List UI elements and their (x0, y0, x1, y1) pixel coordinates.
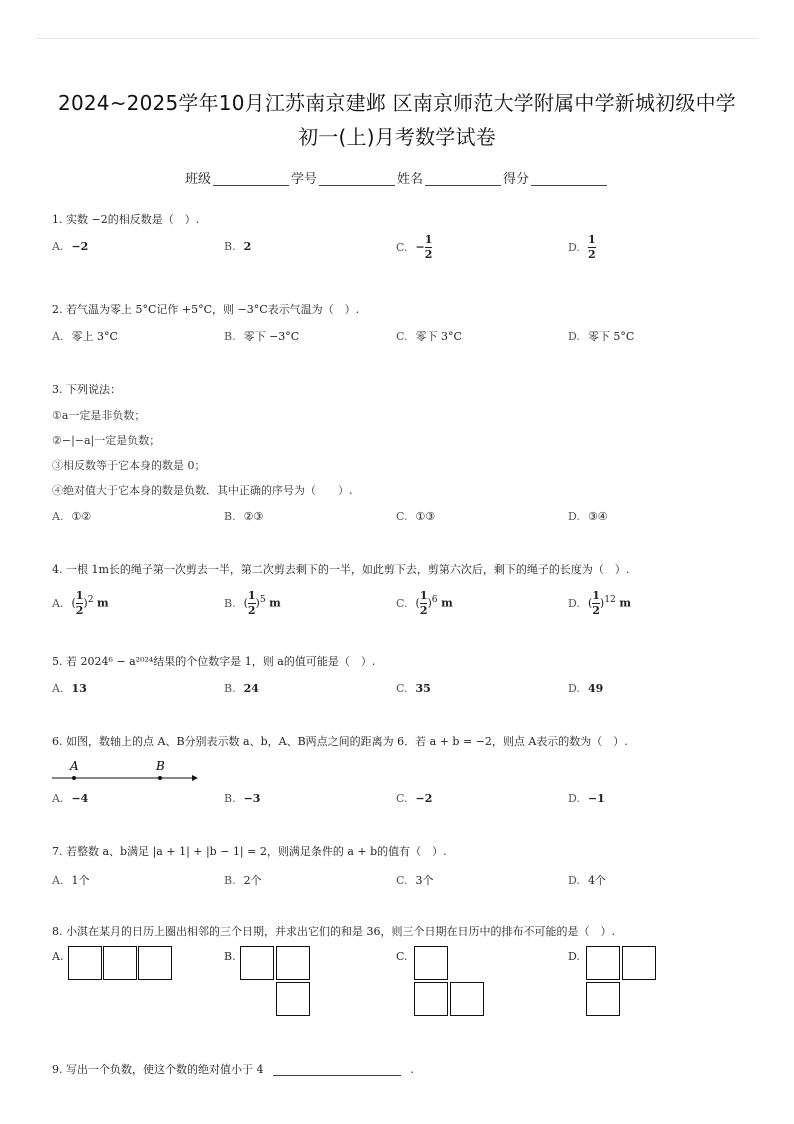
question-8 (52, 924, 615, 940)
field-score-label: 得分 (503, 172, 530, 187)
question-text: 若 2024⁶ − a²⁰²⁴结果的个位数字是 1，则 a的值可能是（ ）. (66, 655, 376, 668)
field-score-blank[interactable] (531, 171, 607, 186)
option-b[interactable]: B. 零下 −3°C (224, 330, 300, 343)
option-a[interactable]: A. −4 (52, 792, 89, 805)
option-a[interactable]: A. 1个 (52, 874, 90, 887)
option-a[interactable]: A. 13 (52, 682, 87, 695)
arrow-right-icon (192, 775, 198, 781)
option-b[interactable]: B. ②③ (224, 510, 264, 523)
field-name-label: 姓名 (397, 172, 424, 187)
question-text: 下列说法： (66, 383, 121, 396)
calendar-cell (240, 946, 274, 980)
option-d[interactable]: D. ③④ (568, 510, 608, 523)
fraction: $\frac{1}{2}$ (424, 233, 433, 261)
question-4 (52, 562, 629, 578)
question-number: 5. (52, 655, 63, 668)
calendar-cell (276, 982, 310, 1016)
option-c[interactable]: C. − $\frac{1}{2}$ (396, 233, 433, 261)
option-a[interactable]: A. −2 (52, 240, 89, 253)
field-name-blank[interactable] (425, 171, 501, 186)
option-d[interactable]: D. 零下 5°C (568, 330, 635, 343)
statement-4: ④绝对值大于它本身的数是负数．其中正确的序号为（ ）. (52, 484, 353, 497)
option-a[interactable]: A. ( $\frac{1}{2}$ )$^2$ m (52, 589, 109, 617)
field-class-label: 班级 (184, 172, 211, 187)
question-number: 8. (52, 925, 63, 938)
question-3 (52, 382, 121, 398)
exam-title (30, 86, 764, 154)
option-c[interactable]: C. 3个 (396, 874, 434, 887)
option-c[interactable]: C. 35 (396, 682, 431, 695)
calendar-cell (414, 982, 448, 1016)
question-9 (52, 1062, 414, 1078)
question-text: 若气温为零上 5°C记作 +5°C，则 −3°C表示气温为（ ）. (66, 303, 360, 316)
calendar-cell (586, 982, 620, 1016)
calendar-cell (622, 946, 656, 980)
point-a-dot (72, 776, 76, 780)
question-5 (52, 654, 375, 670)
question-6 (52, 734, 628, 750)
header-divider (36, 38, 758, 39)
question-number: 1. (52, 213, 63, 226)
calendar-cell (138, 946, 172, 980)
option-b[interactable]: B. −3 (224, 792, 261, 805)
option-a[interactable]: A. ①② (52, 510, 92, 523)
point-b-dot (158, 776, 162, 780)
question-number: 9. (52, 1063, 63, 1076)
calendar-cell (450, 982, 484, 1016)
statement-2: ②−|−a|一定是负数； (52, 434, 161, 447)
option-a-label[interactable]: A. (52, 950, 64, 963)
exam-title-line2: 初一(上)月考数学试卷 (298, 125, 496, 149)
option-c-label[interactable]: C. (396, 950, 408, 963)
calendar-cell (414, 946, 448, 980)
option-d[interactable]: D. ( $\frac{1}{2}$ )$^{12}$ m (568, 589, 631, 617)
calendar-cell (586, 946, 620, 980)
question-number: 4. (52, 563, 63, 576)
calendar-cell (276, 946, 310, 980)
point-b-label: B (156, 760, 165, 773)
option-d-label[interactable]: D. (568, 950, 580, 963)
option-d[interactable]: D. 49 (568, 682, 604, 695)
question-2 (52, 302, 359, 318)
number-line-figure (52, 760, 212, 790)
option-d[interactable]: D. $\frac{1}{2}$ (568, 233, 596, 261)
option-c[interactable]: C. ①③ (396, 510, 436, 523)
option-b[interactable]: B. 24 (224, 682, 259, 695)
statement-1: ①a一定是非负数； (52, 409, 146, 422)
calendar-cell (103, 946, 137, 980)
option-d[interactable]: D. 4个 (568, 874, 606, 887)
question-1 (52, 212, 199, 228)
option-d[interactable]: D. −1 (568, 792, 605, 805)
question-text: 写出一个负数，使这个数的绝对值小于 4 (66, 1063, 264, 1076)
student-info-fields (0, 168, 794, 187)
option-c[interactable]: C. ( $\frac{1}{2}$ )$^6$ m (396, 589, 453, 617)
question-number: 6. (52, 735, 63, 748)
question-text: 若整数 a、b满足 |a + 1| + |b − 1| = 2，则满足条件的 a + b的值有（ ）. (66, 845, 447, 858)
question-7 (52, 844, 447, 860)
question-text: 实数 −2的相反数是（ ）. (66, 213, 200, 226)
question-tail: . (410, 1063, 414, 1076)
option-b-label[interactable]: B. (224, 950, 236, 963)
fraction: $\frac{1}{2}$ (587, 233, 596, 261)
exam-title-line1: 2024~2025学年10月江苏南京建邺 区南京师范大学附属中学新城初级中学 (58, 91, 736, 115)
answer-blank[interactable] (273, 1063, 401, 1076)
field-id-blank[interactable] (319, 171, 395, 186)
question-number: 3. (52, 383, 63, 396)
statement-3: ③相反数等于它本身的数是 0； (52, 459, 206, 472)
option-c[interactable]: C. −2 (396, 792, 433, 805)
option-b[interactable]: B. ( $\frac{1}{2}$ )$^5$ m (224, 589, 281, 617)
question-text: 小淇在某月的日历上圈出相邻的三个日期，并求出它们的和是 36，则三个日期在日历中的排布不可能的是（ ）. (66, 925, 615, 938)
option-b[interactable]: B. 2个 (224, 874, 262, 887)
point-a-label: A (70, 760, 79, 773)
question-text: 一根 1m长的绳子第一次剪去一半，第二次剪去剩下的一半，如此剪下去，剪第六次后，剩下的绳子的长度为（ ）. (66, 563, 630, 576)
question-text: 如图，数轴上的点 A、B分别表示数 a、b，A、B两点之间的距离为 6．若 a + b = −2，则点 A表示的数为（ ）. (66, 735, 628, 748)
question-number: 7. (52, 845, 63, 858)
option-c[interactable]: C. 零下 3°C (396, 330, 462, 343)
calendar-cell (68, 946, 102, 980)
option-a[interactable]: A. 零上 3°C (52, 330, 118, 343)
question-number: 2. (52, 303, 63, 316)
field-id-label: 学号 (290, 172, 317, 187)
field-class-blank[interactable] (213, 171, 289, 186)
option-b[interactable]: B. 2 (224, 240, 252, 253)
